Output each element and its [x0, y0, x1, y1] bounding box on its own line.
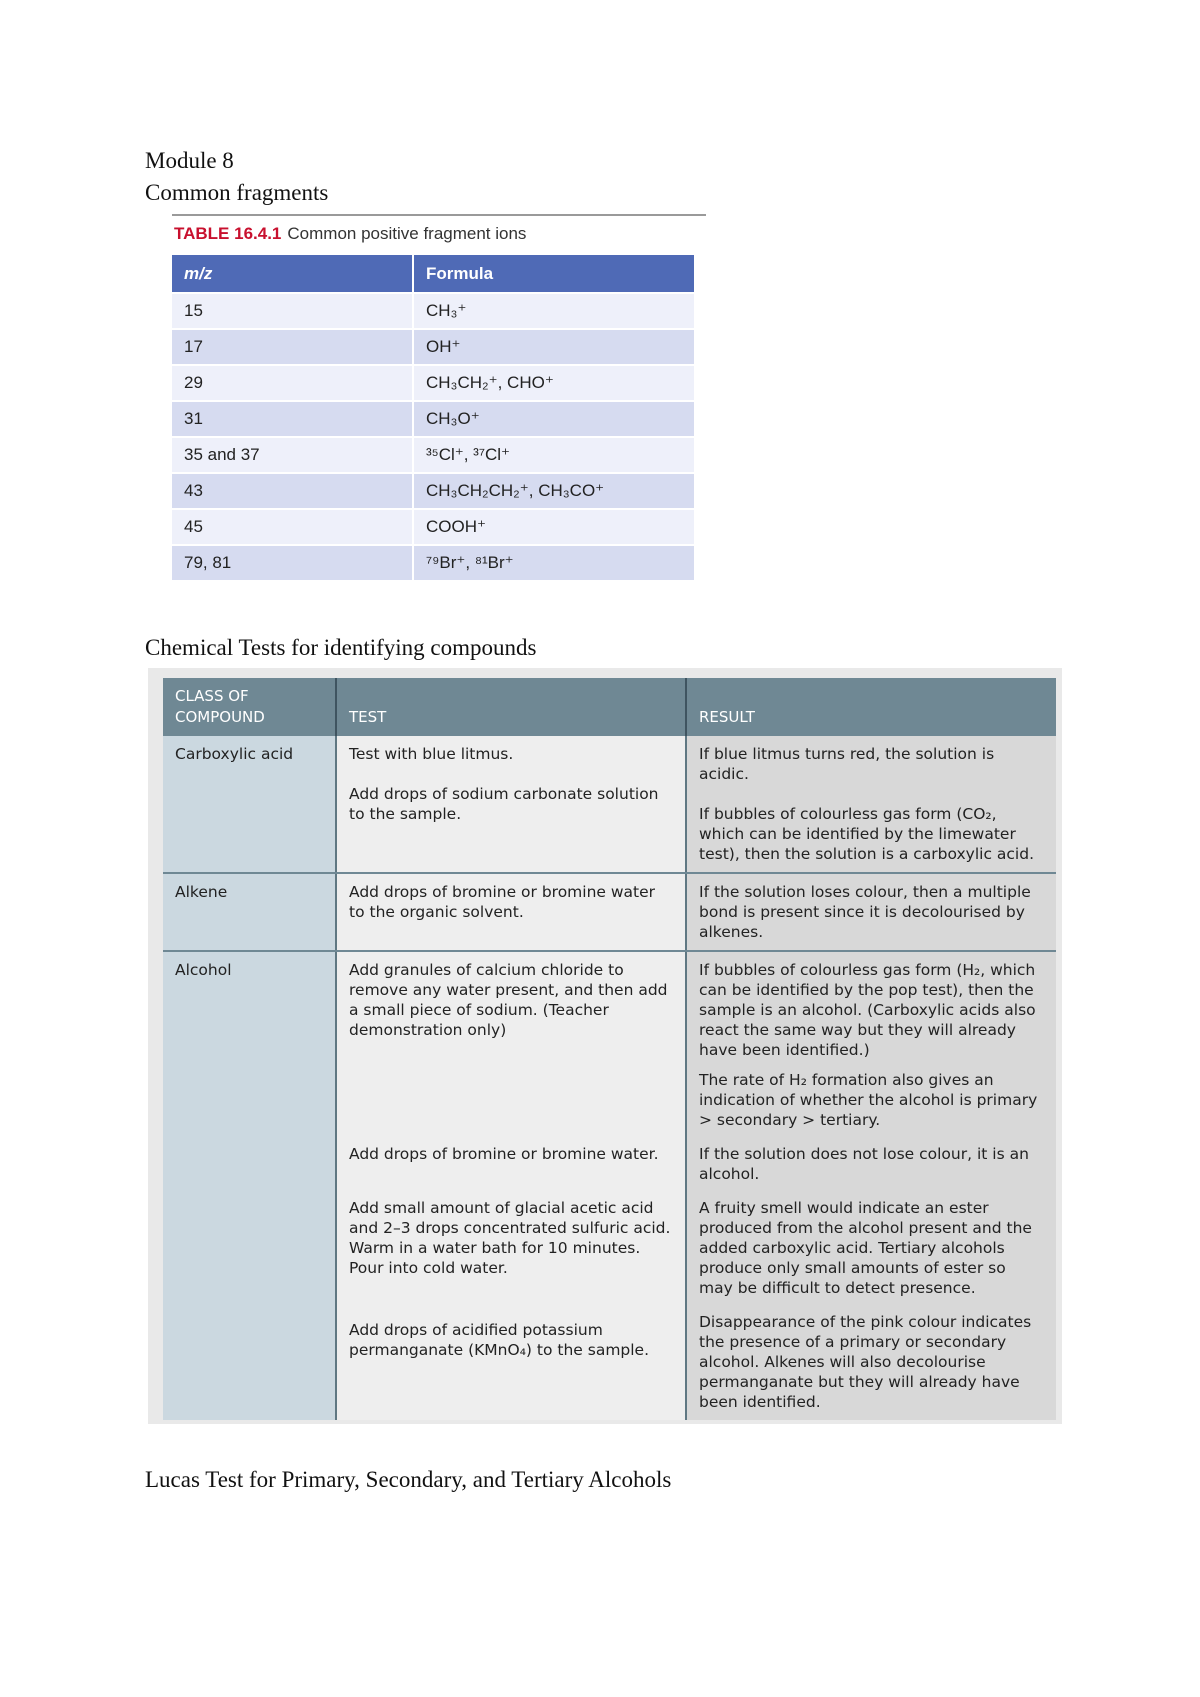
formula-cell: CH₃CH₂CH₂⁺, CH₃CO⁺ [413, 473, 695, 509]
result-text: If the solution loses colour, then a multiple bond is present since it is decolourised by alkenes. [699, 883, 1031, 941]
table-row [172, 365, 695, 401]
table-row [172, 401, 695, 437]
table-row [163, 736, 1056, 873]
common-fragments-heading: Common fragments [145, 180, 329, 205]
test-text: Test with blue litmus. [349, 745, 514, 763]
table-row [172, 293, 695, 329]
test-text: Add drops of bromine or bromine water to the organic solvent. [349, 883, 656, 921]
fragment-table-figure [172, 214, 706, 580]
caption-tag: TABLE 16.4.1 [174, 224, 282, 243]
result-text: If bubbles of colourless gas form (H₂, which can be identified by the pop test), then the sample is an alcohol. (Carboxylic acids also react the same way but they will already have been identified.) [699, 961, 1036, 1059]
result-text: A fruity smell would indicate an ester produced from the alcohol present and the added carboxylic acid. Tertiary alcohols produce only small amounts of ester so may be difficult to detect presence. [699, 1199, 1032, 1297]
chemical-tests-table [163, 678, 1056, 1420]
test-text: Add drops of sodium carbonate solution to the sample. [349, 785, 659, 823]
mz-cell: 45 [172, 509, 413, 545]
formula-column-header: Formula [413, 255, 695, 293]
class-cell: Alkene [163, 873, 336, 951]
class-cell: Alcohol [163, 951, 336, 1420]
class-cell: Carboxylic acid [163, 736, 336, 873]
result-cell [686, 951, 1056, 1420]
mz-cell: 35 and 37 [172, 437, 413, 473]
fragment-table [172, 255, 696, 580]
mz-column-header: m/z [172, 255, 413, 293]
test-cell [336, 873, 686, 951]
formula-cell: CH₃O⁺ [413, 401, 695, 437]
test-cell [336, 951, 686, 1420]
table-row [172, 509, 695, 545]
result-cell [686, 873, 1056, 951]
formula-cell: CH₃⁺ [413, 293, 695, 329]
table-row [172, 437, 695, 473]
table-row [172, 473, 695, 509]
table-row [163, 873, 1056, 951]
formula-cell: OH⁺ [413, 329, 695, 365]
result-text: The rate of H₂ formation also gives an indication of whether the alcohol is primary > secondary > tertiary. [699, 1071, 1038, 1129]
mz-cell: 15 [172, 293, 413, 329]
formula-cell: COOH⁺ [413, 509, 695, 545]
result-column-header: RESULT [686, 678, 1056, 736]
module-heading: Module 8 [145, 148, 234, 173]
result-text: Disappearance of the pink colour indicates the presence of a primary or secondary alcohol. Alkenes will also decolourise permanganate but they will already have been identified. [699, 1313, 1032, 1411]
formula-cell: ³⁵Cl⁺, ³⁷Cl⁺ [413, 437, 695, 473]
formula-cell: ⁷⁹Br⁺, ⁸¹Br⁺ [413, 545, 695, 580]
mz-cell: 43 [172, 473, 413, 509]
mz-cell: 31 [172, 401, 413, 437]
test-column-header: TEST [336, 678, 686, 736]
table-row [163, 951, 1056, 1420]
caption-text: Common positive fragment ions [287, 224, 527, 243]
mz-cell: 17 [172, 329, 413, 365]
table-header-row [163, 678, 1056, 736]
test-text: Add small amount of glacial acetic acid and 2–3 drops concentrated sulfuric acid. Warm in a water bath for 10 minutes. Pour into cold water. [349, 1199, 671, 1277]
test-text: Add drops of acidified potassium permanganate (KMnO₄) to the sample. [349, 1321, 650, 1359]
result-text: If bubbles of colourless gas form (CO₂, which can be identified by the limewater test), then the solution is a carboxylic acid. [699, 805, 1034, 863]
test-text: Add drops of bromine or bromine water. [349, 1145, 659, 1163]
formula-cell: CH₃CH₂⁺, CHO⁺ [413, 365, 695, 401]
chemical-tests-heading: Chemical Tests for identifying compounds [145, 635, 537, 660]
result-text: If the solution does not lose colour, it is an alcohol. [699, 1145, 1029, 1183]
result-text: If blue litmus turns red, the solution is acidic. [699, 745, 995, 783]
lucas-test-heading: Lucas Test for Primary, Secondary, and Tertiary Alcohols [145, 1467, 672, 1492]
table-row [172, 545, 695, 580]
fragment-table-caption [174, 224, 706, 244]
caption-rule [172, 214, 706, 216]
test-text: Add granules of calcium chloride to remove any water present, and then add a small piece of sodium. (Teacher demonstration only) [349, 961, 668, 1039]
mz-cell: 29 [172, 365, 413, 401]
test-cell [336, 736, 686, 873]
chemical-tests-figure [148, 668, 1062, 1424]
table-row [172, 329, 695, 365]
class-column-header: CLASS OF COMPOUND [163, 678, 336, 736]
table-header-row [172, 255, 695, 293]
mz-cell: 79, 81 [172, 545, 413, 580]
result-cell [686, 736, 1056, 873]
